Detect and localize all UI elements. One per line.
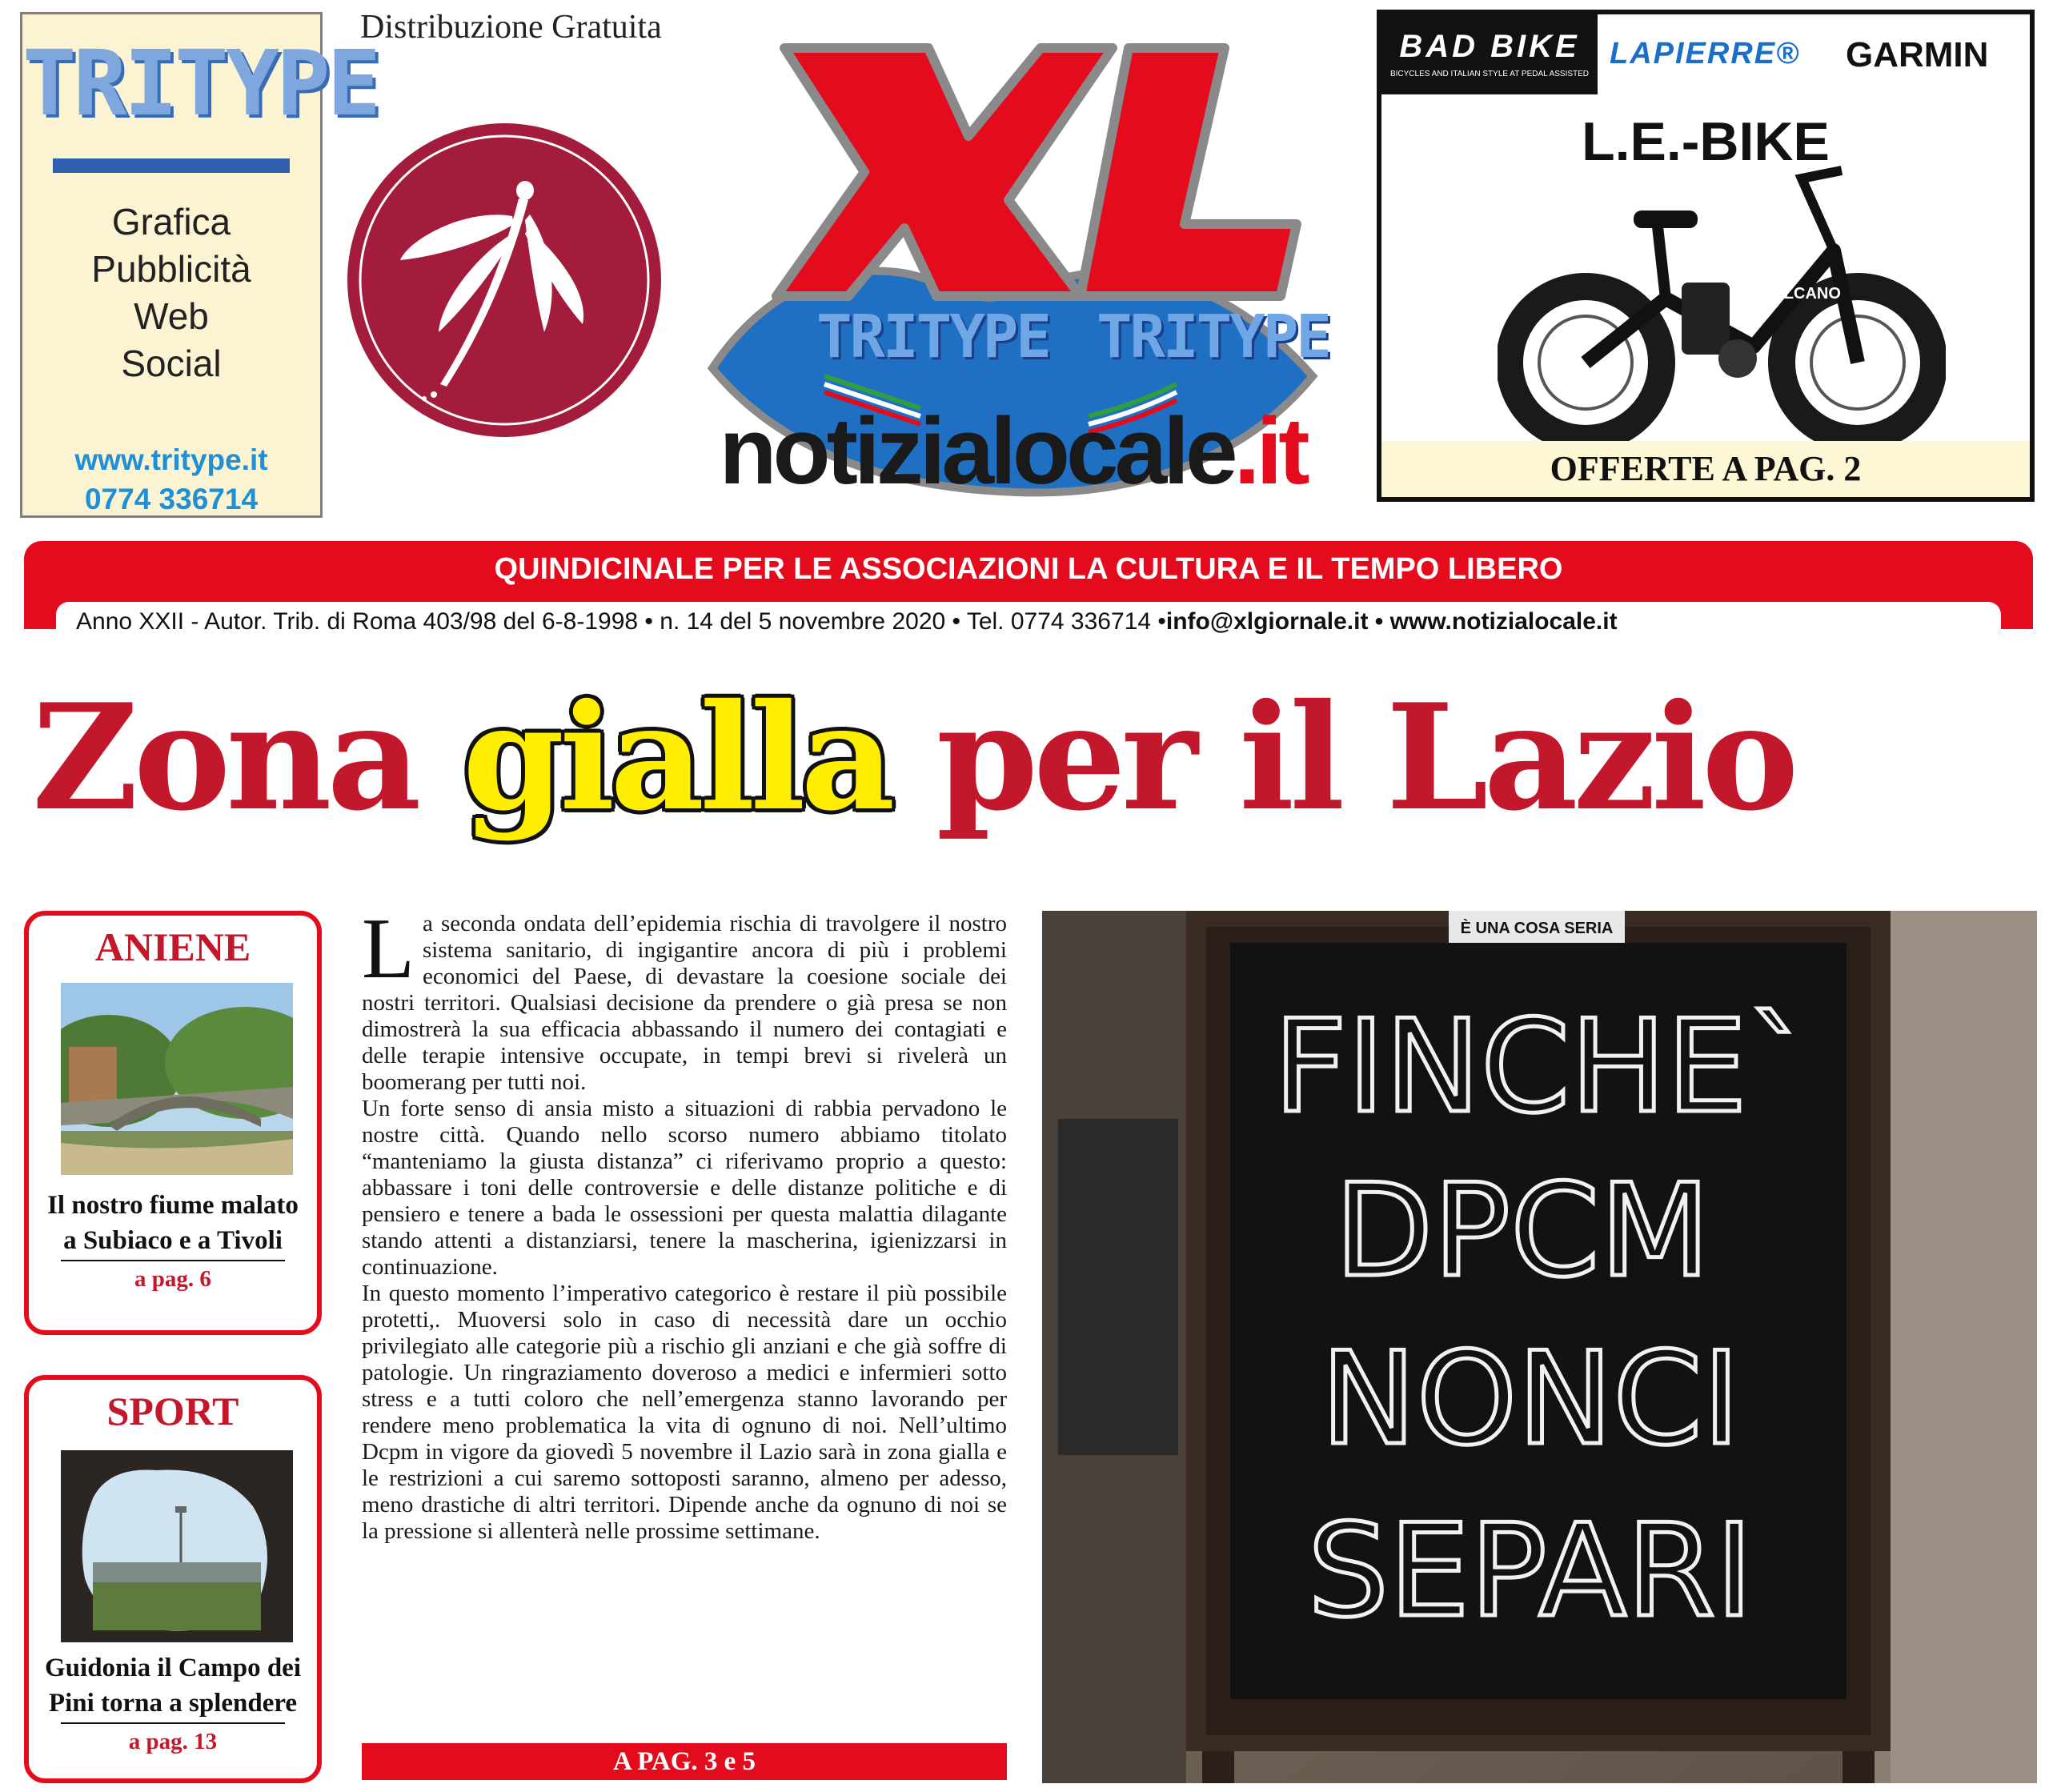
tritype-ad[interactable] — [20, 12, 379, 518]
tritype-phone: 0774 336714 — [84, 483, 259, 515]
info-separator: • — [1368, 608, 1390, 635]
badbike-tagline: BICYCLES AND ITALIAN STYLE AT PEDAL ASSISTED — [1389, 70, 1590, 78]
headline — [32, 671, 1794, 843]
stadium-photo — [61, 1450, 293, 1642]
teaser-caption — [29, 1650, 317, 1721]
tritype-services — [22, 198, 320, 387]
article-paragraph-1: a seconda ondata dell’epidemia rischia di travolgere il nostro sistema sanitario, di ingigantire ancora di più i problemi economici del Paese, di devastare la coesione sociale dei nostri territori. Qualsiasi decisione da prendere o già presa se non dimostrerà la sua efficacia abbassando il numero dei contagiati e delle terapie intensive occupate, in tempi brevi si rivelerà un boomerang per tutti noi. — [362, 911, 1007, 1095]
ad-title: L.E.-BIKE — [1582, 111, 1830, 172]
publication-info — [56, 602, 2001, 648]
lapierre-logo: LAPIERRE® — [1610, 37, 1801, 70]
teaser-caption — [29, 1188, 317, 1258]
xl-logo-text: XL — [664, 32, 666, 33]
headline-part-2: gialla — [462, 671, 891, 843]
headline-part-3: per il Lazio — [936, 671, 1794, 843]
teaser-section: SPORT — [106, 1389, 239, 1433]
tritype-right-mark: TRITYPE — [1097, 303, 1329, 371]
bike-ad[interactable] — [1377, 10, 2035, 502]
banner-tagline: QUINDICINALE PER LE ASSOCIAZIONI LA CULTURA E IL TEMPO LIBERO — [494, 552, 1563, 586]
teaser-caption-line: a Subiaco e a Tivoli — [63, 1226, 283, 1255]
tritype-website-link[interactable]: www.tritype.it — [74, 443, 268, 476]
publication-info-text — [76, 608, 2001, 635]
site-name-main: notizialocale — [719, 399, 1234, 504]
tritype-service: Grafica — [111, 201, 231, 243]
article-paragraph-2: Un forte senso di ansia misto a situazioni di rabbia pervadono le nostre città. Quando nello scorso numero abbiamo titolato “manteniamo la giusta distanza” ci riferivamo proprio a questo: abbassare i toni delle controversie e delle distanze politiche e di pensiero e tenere a bada le ossessioni per questa malattia dilagante stando attenti a distanziarsi, tenere la mascherina, igienizzarsi in continuazione. — [362, 1096, 1007, 1280]
teaser-page-link[interactable]: a pag. 13 — [128, 1729, 218, 1754]
teaser-divider — [61, 1722, 285, 1724]
teaser-caption-line: Il nostro fiume malato — [47, 1191, 299, 1220]
tritype-logo: TRITYPE — [22, 32, 379, 136]
chalkboard-sign-photo — [1042, 911, 2037, 1783]
article-paragraph — [362, 901, 1007, 1096]
teaser-divider — [61, 1260, 285, 1261]
sign-line: SEPARI — [1307, 1496, 1754, 1646]
tritype-contacts — [22, 440, 320, 519]
ad-offer[interactable]: OFFERTE A PAG. 2 — [1381, 441, 2030, 497]
site-name-tld: .it — [1233, 399, 1306, 504]
garmin-logo: GARMIN — [1846, 35, 1989, 74]
dragonfly-emblem-icon — [344, 120, 664, 440]
tritype-logo-bar — [53, 158, 290, 173]
headline-part-1: Zona — [32, 671, 417, 843]
tritype-service: Social — [121, 343, 222, 384]
website-link[interactable]: www.notizialocale.it — [1389, 608, 1618, 635]
article-dropcap: L — [362, 901, 415, 996]
site-name[interactable] — [664, 399, 1361, 504]
sign-line: FINCHE` — [1273, 992, 1812, 1141]
badbike-name: BAD BIKE — [1399, 29, 1580, 64]
teaser-caption-line: Guidonia il Campo dei — [45, 1654, 301, 1682]
tritype-service: Pubblicità — [91, 248, 251, 290]
publication-details: Anno XXII - Autor. Trib. di Roma 403/98 del 6-8-1998 • n. 14 del 5 novembre 2020 • Tel. 0774 336714 • — [76, 608, 1166, 635]
teaser-caption-line: Pini torna a splendere — [48, 1689, 298, 1718]
article-paragraph-3: In questo momento l’imperativo categorico è restare il più possibile protetti,. Muoversi solo in caso di necessità dare un occhio privilegiato alle categorie più a rischio gli anziani e che già soffre di patologie. Un ringraziamento doveroso a medici e infermieri sotto stress e a tutti coloro che nell’emergenza stanno lavorando per rendere meno problematica la vita di ognuno di noi. Nell’ultimo Dcpm in vigore da giovedì 5 novembre il Lazio sarà in zona gialla e le restrizioni a cui saremo sottoposti saranno, almeno per adesso, meno drastiche di altri territori. Dipende anche da ognuno di noi se la pressione si allenterà nelle prossime settimane. — [362, 1281, 1007, 1544]
article-continue-link[interactable]: A PAG. 3 e 5 — [362, 1743, 1007, 1780]
ebike-icon — [1498, 162, 1946, 451]
sign-sticker: È UNA COSA SERIA — [1460, 920, 1614, 937]
bike-frame-label: VULCANO — [1762, 285, 1841, 303]
teaser-section: ANIENE — [94, 924, 251, 969]
badbike-logo — [1381, 14, 1598, 94]
river-bridge-photo — [61, 983, 293, 1175]
distribution-note: Distribuzione Gratuita — [360, 9, 662, 46]
tritype-left-mark: TRITYPE — [816, 303, 1049, 371]
teaser-page-link[interactable]: a pag. 6 — [134, 1266, 211, 1292]
tritype-service: Web — [134, 295, 209, 337]
teaser-sport[interactable] — [24, 1375, 322, 1783]
main-article — [362, 901, 1007, 1545]
teaser-aniene[interactable] — [24, 911, 322, 1335]
sign-line: DPCM — [1334, 1156, 1710, 1305]
email-link[interactable]: info@xlgiornale.it — [1165, 608, 1369, 635]
sign-line: NONCI — [1320, 1324, 1741, 1473]
